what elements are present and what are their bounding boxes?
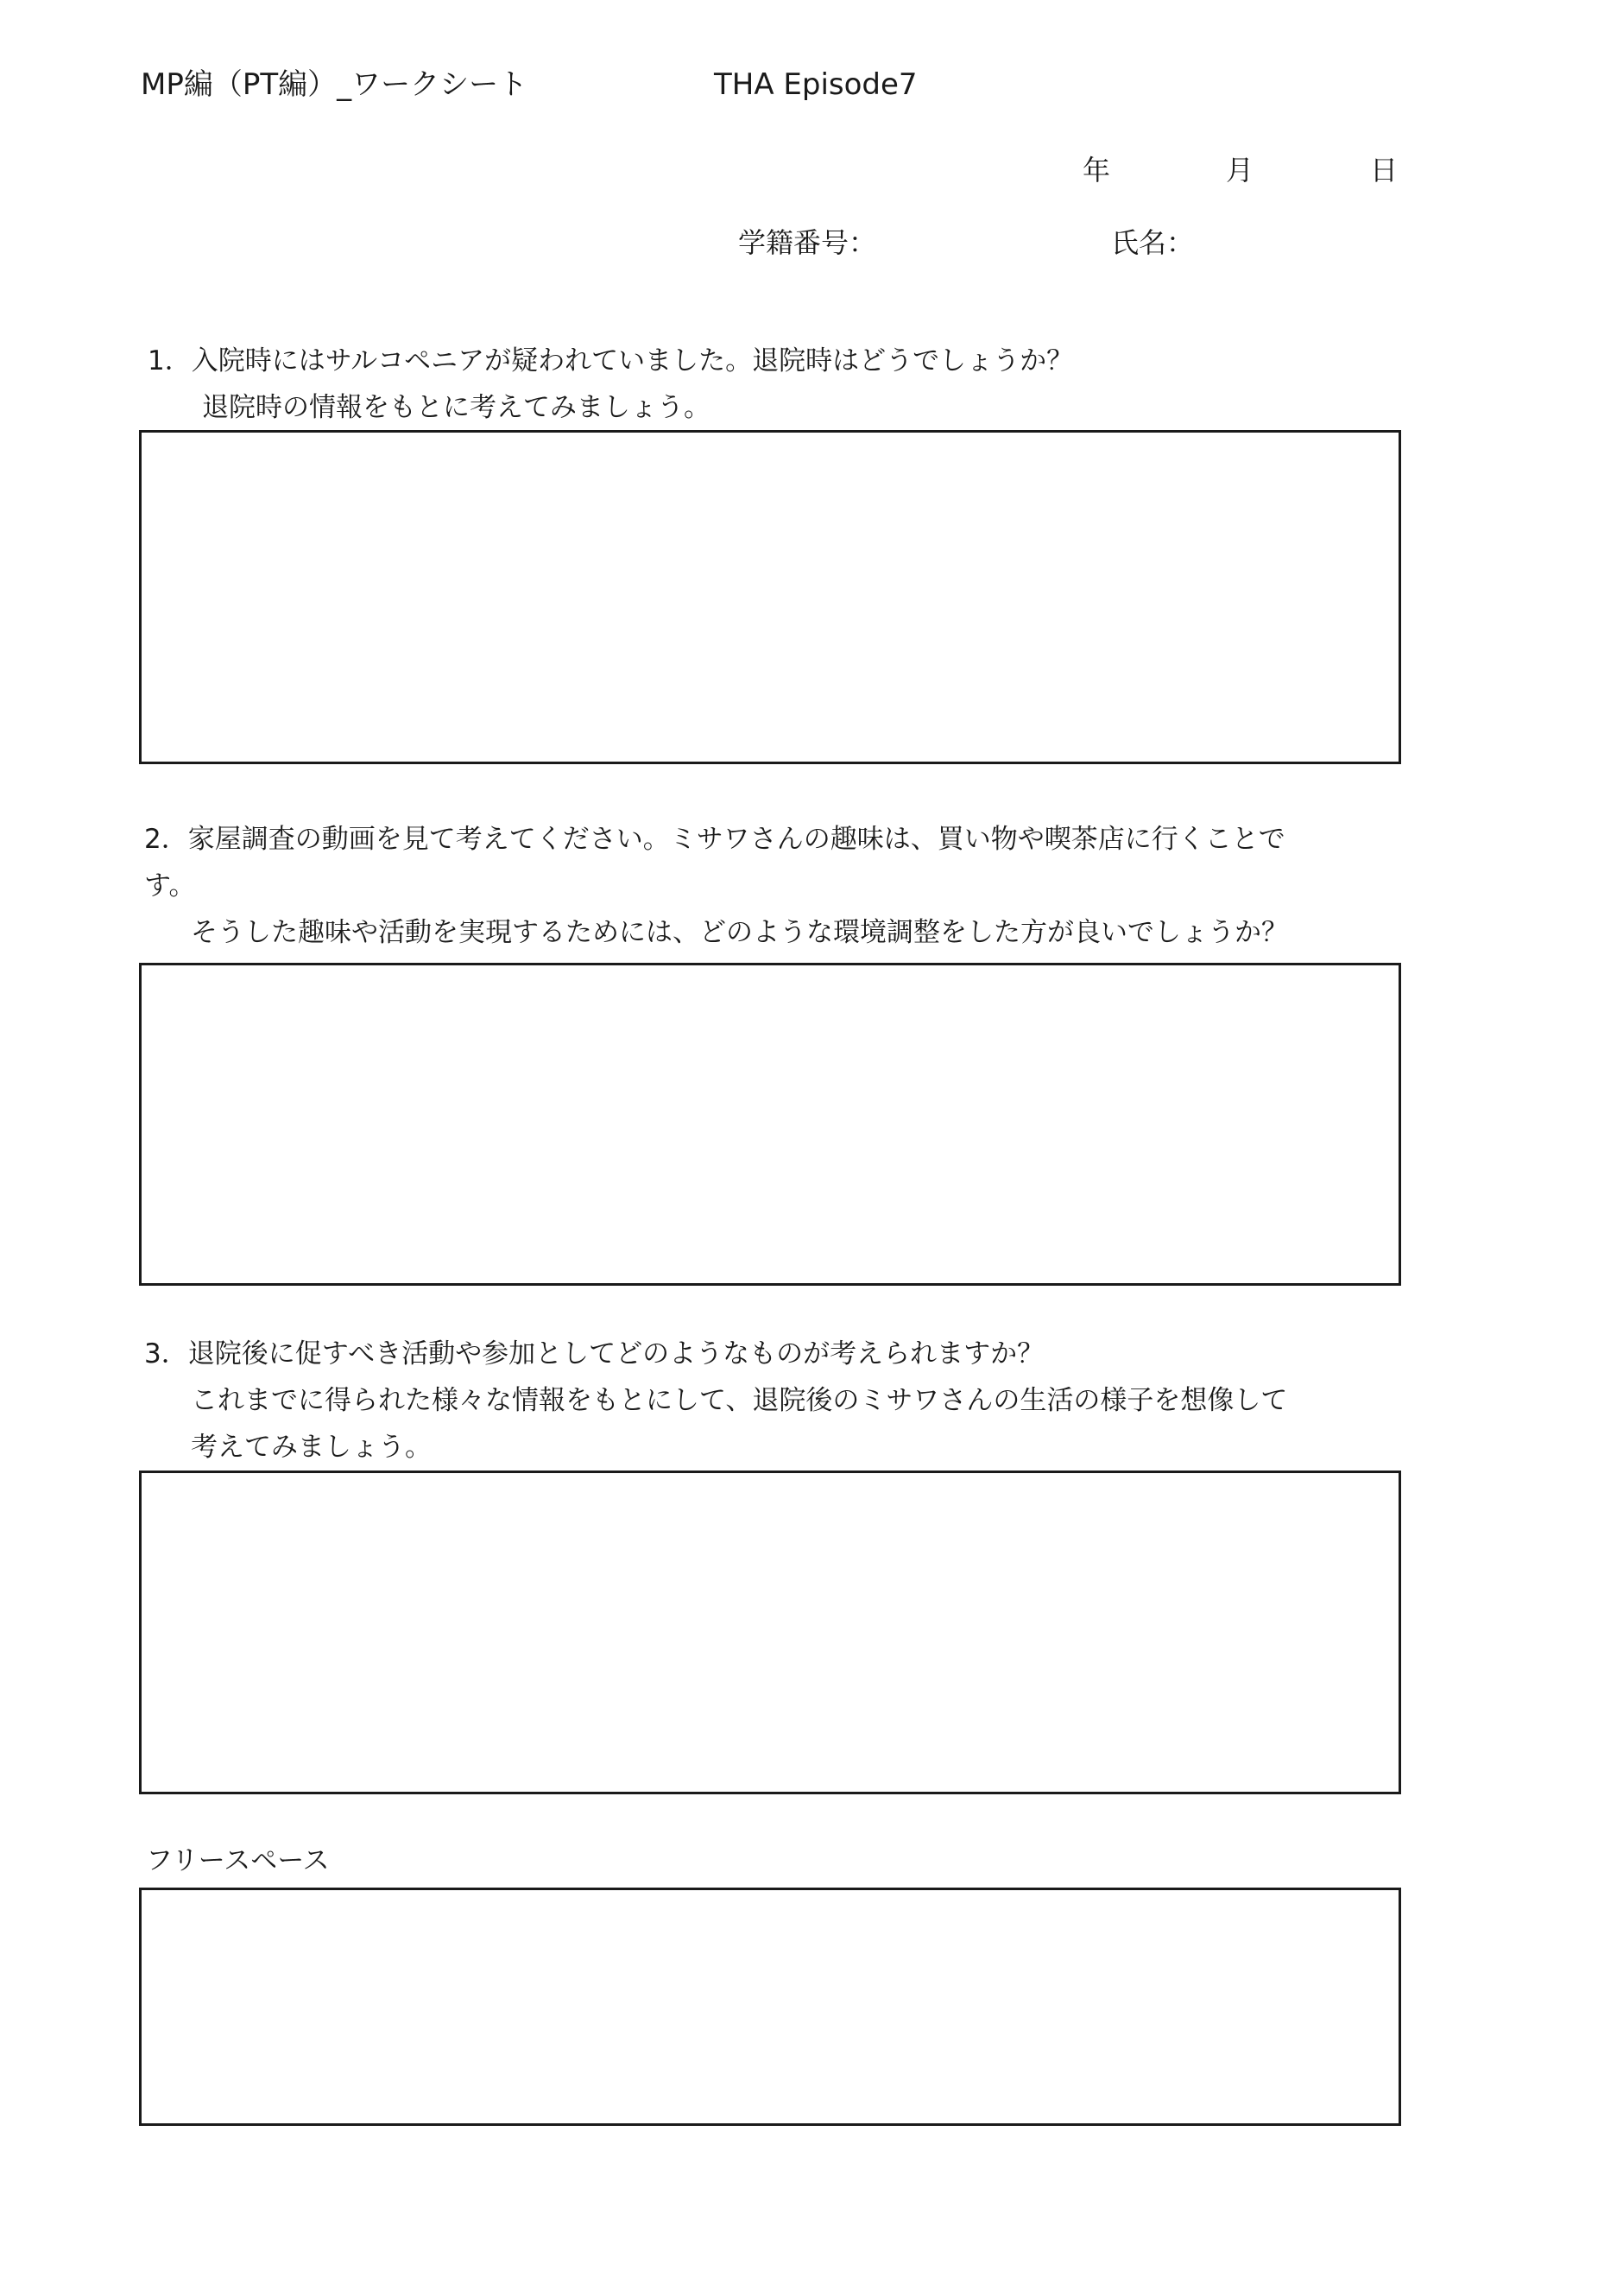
answer-box-1[interactable] — [139, 430, 1401, 764]
question-3-line-1: 3．退院後に促すべき活動や参加としてどのようなものが考えられますか？ — [144, 1338, 1045, 1369]
student-id-label: 学籍番号： — [738, 226, 877, 259]
free-space-label: フリースペース — [146, 1845, 330, 1876]
episode-title: THA Episode7 — [714, 67, 918, 102]
question-3-line-2: これまでに得られた様々な情報をもとにして、退院後のミサワさんの生活の様子を想像して — [191, 1385, 1288, 1416]
question-2-line-1: 2．家屋調査の動画を見て考えてください。ミサワさんの趣味は、買い物や喫茶店に行くことで — [144, 824, 1285, 855]
question-2-line-3: そうした趣味や活動を実現するためには、どのような環境調整をした方が良いでしょうか？ — [191, 917, 1288, 948]
answer-box-2[interactable] — [139, 963, 1401, 1286]
day-label: 日 — [1370, 154, 1399, 187]
student-name-label: 氏名： — [1111, 226, 1195, 259]
answer-box-3[interactable] — [139, 1471, 1401, 1794]
month-label: 月 — [1226, 154, 1254, 187]
question-1-line-1: 1．入院時にはサルコペニアが疑われていました。退院時はどうでしょうか？ — [148, 345, 1074, 376]
question-1-line-2: 退院時の情報をもとに考えてみましょう。 — [202, 392, 710, 423]
question-2-line-2: す。 — [144, 870, 196, 901]
year-label: 年 — [1083, 154, 1111, 187]
question-3-line-3: 考えてみましょう。 — [191, 1432, 432, 1463]
free-space-box[interactable] — [139, 1888, 1401, 2126]
worksheet-title: MP編（PT編）_ワークシート — [141, 67, 528, 102]
